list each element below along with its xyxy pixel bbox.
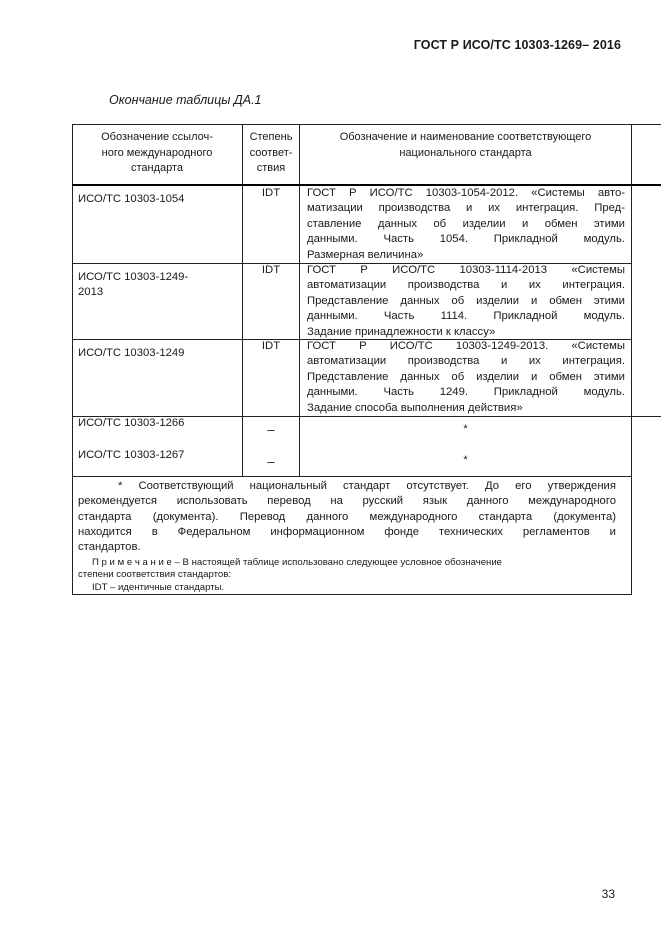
table-row-rule-4 bbox=[72, 476, 631, 477]
table-row-4-degree: – bbox=[267, 422, 275, 437]
document-header: ГОСТ Р ИСО/ТС 10303-1269– 2016 bbox=[413, 38, 621, 52]
table-footnote: * Соответствующий национальный стандарт отсутствует. До его утверждения рекомендуется использовать перевод на русский язык данного международного стандарта (документа). Перевод данного международного стандарта (документа) находится в Федеральном информационном фонде технических регламентов и стандартов. bbox=[78, 480, 616, 554]
table-row-2-national: ГОСТ Р ИСО/ТС 10303-1114-2013 «Системы автоматизации производства и их интеграция. Представление данных об изделии и обмен этими данными. Часть 1114. Прикладной модуль. Задание принадлежности к классу» bbox=[307, 264, 625, 338]
table-row-5-intl: ИСО/ТС 10303-1267 bbox=[78, 449, 185, 461]
header-degree: Степень соответ- ствия bbox=[249, 131, 293, 175]
table-row-4-intl: ИСО/ТС 10303-1266 bbox=[78, 417, 185, 429]
table-caption: Окончание таблицы ДА.1 bbox=[109, 93, 262, 107]
correspondence-table bbox=[72, 124, 661, 595]
note-line-2: степени соответствия стандартов: bbox=[78, 569, 231, 581]
table-row-1-degree: IDT bbox=[261, 187, 281, 199]
table-border-top bbox=[72, 124, 661, 125]
table-row-4-national: * bbox=[463, 423, 468, 435]
table-row-1-national: ГОСТ Р ИСО/ТС 10303-1054-2012. «Системы авто- матизации производства и их интеграция. Пред- ставление данных об изделии и обмен этими данными. Часть 1054. Прикладной модуль. Размерная величина» bbox=[307, 187, 625, 261]
page-number: 33 bbox=[601, 887, 615, 901]
table-row-1-intl: ИСО/ТС 10303-1054 bbox=[78, 193, 185, 205]
table-row-3-degree: IDT bbox=[261, 340, 281, 352]
table-row-3-intl: ИСО/ТС 10303-1249 bbox=[78, 347, 185, 359]
table-row-2-intl: ИСО/ТС 10303-1249- 2013 bbox=[78, 271, 189, 299]
header-intl-standard: Обозначение ссылоч- ного международного стандарта bbox=[101, 131, 213, 175]
note-label: П р и м е ч а н и е bbox=[92, 557, 172, 568]
note-line-3: IDT – идентичные стандарты. bbox=[92, 581, 225, 593]
header-national-standard: Обозначение и наименование соответствующего национального стандарта bbox=[339, 131, 592, 159]
note-text: – В настоящей таблице использовано следующее условное обозначение bbox=[171, 557, 503, 568]
table-row-5-national: * bbox=[463, 454, 468, 466]
table-note bbox=[78, 557, 616, 594]
table-row-2-degree: IDT bbox=[261, 264, 281, 276]
table-border-bottom bbox=[72, 594, 631, 595]
table-border-left bbox=[72, 124, 73, 595]
table-row-5-degree: – bbox=[267, 454, 275, 469]
table-row-3-national: ГОСТ Р ИСО/ТС 10303-1249-2013. «Системы автоматизации производства и их интеграция. Представление данных об изделии и обмен этими данными. Часть 1249. Прикладной модуль. Задание способа выполнения действия» bbox=[307, 340, 625, 414]
table-border-right bbox=[631, 124, 632, 595]
